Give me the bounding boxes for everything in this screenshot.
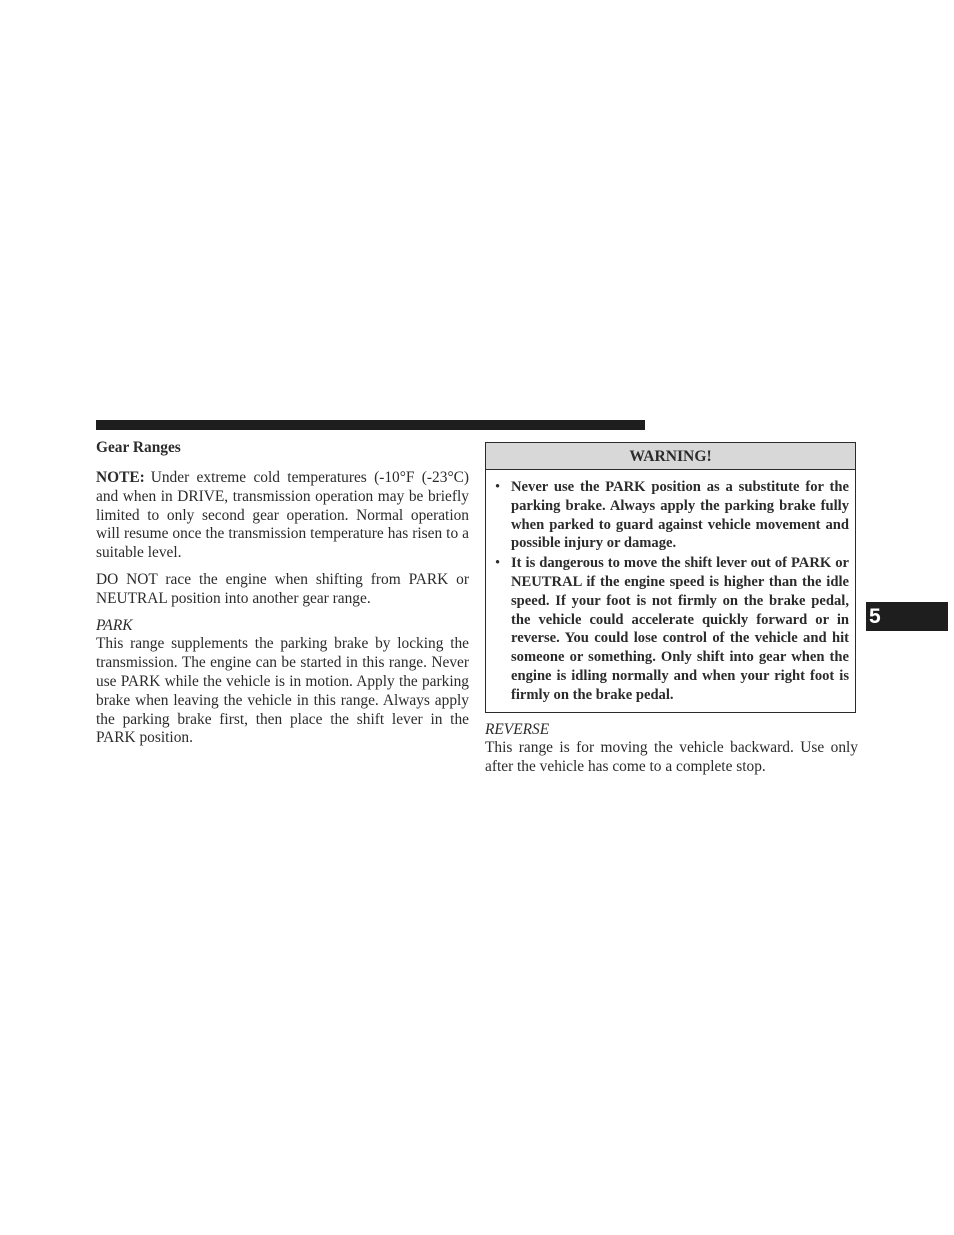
left-column bbox=[96, 438, 469, 756]
park-heading: PARK bbox=[96, 616, 133, 634]
warning-item bbox=[494, 554, 849, 704]
note-text: Under extreme cold temperatures (-10°F (-23°C) and when in DRIVE, transmission operation may be briefly limited to only second gear operation. Normal operation will resume once the transmission temperature has risen to a suitable level. bbox=[96, 469, 469, 562]
note-label: NOTE: bbox=[96, 469, 145, 486]
bullet-icon: • bbox=[495, 555, 501, 572]
section-title: Gear Ranges bbox=[96, 439, 181, 456]
chapter-number: 5 bbox=[869, 605, 881, 628]
reverse-heading: REVERSE bbox=[485, 720, 550, 738]
reverse-paragraph: This range is for moving the vehicle backward. Use only after the vehicle has come to a complete stop. bbox=[485, 739, 858, 776]
section-top-rule bbox=[96, 420, 645, 430]
park-paragraph: This range supplements the parking brake by locking the transmission. The engine can be started in this range. Never use PARK while the vehicle is in motion. Apply the parking brake when leaving the vehicle in this range. Always apply the parking brake first, then place the shift lever in the PARK position. bbox=[96, 635, 469, 747]
warning-title: WARNING! bbox=[486, 443, 855, 470]
warning-item bbox=[494, 478, 849, 553]
note-paragraph bbox=[96, 469, 469, 563]
warning-box bbox=[485, 442, 856, 713]
chapter-tab bbox=[866, 602, 948, 631]
bullet-icon: • bbox=[495, 479, 501, 495]
right-column bbox=[485, 442, 858, 785]
warning-item-text: Never use the PARK position as a substitute for the parking brake. Always apply the parking brake fully when parked to guard against vehicle movement and possible injury or damage. bbox=[511, 479, 849, 552]
warning-item-text: It is dangerous to move the shift lever out of PARK or NEUTRAL if the engine speed is higher than the idle speed. If your foot is not firmly on the brake pedal, the vehicle could accelerate quickly forward or in reverse. You could lose control of the vehicle and hit someone or something. Only shift into gear when the engine is idling normally and when your right foot is firmly on the brake pedal. bbox=[511, 555, 849, 703]
warning-list bbox=[486, 470, 855, 712]
caution-paragraph: DO NOT race the engine when shifting from PARK or NEUTRAL position into another gear range. bbox=[96, 570, 469, 607]
